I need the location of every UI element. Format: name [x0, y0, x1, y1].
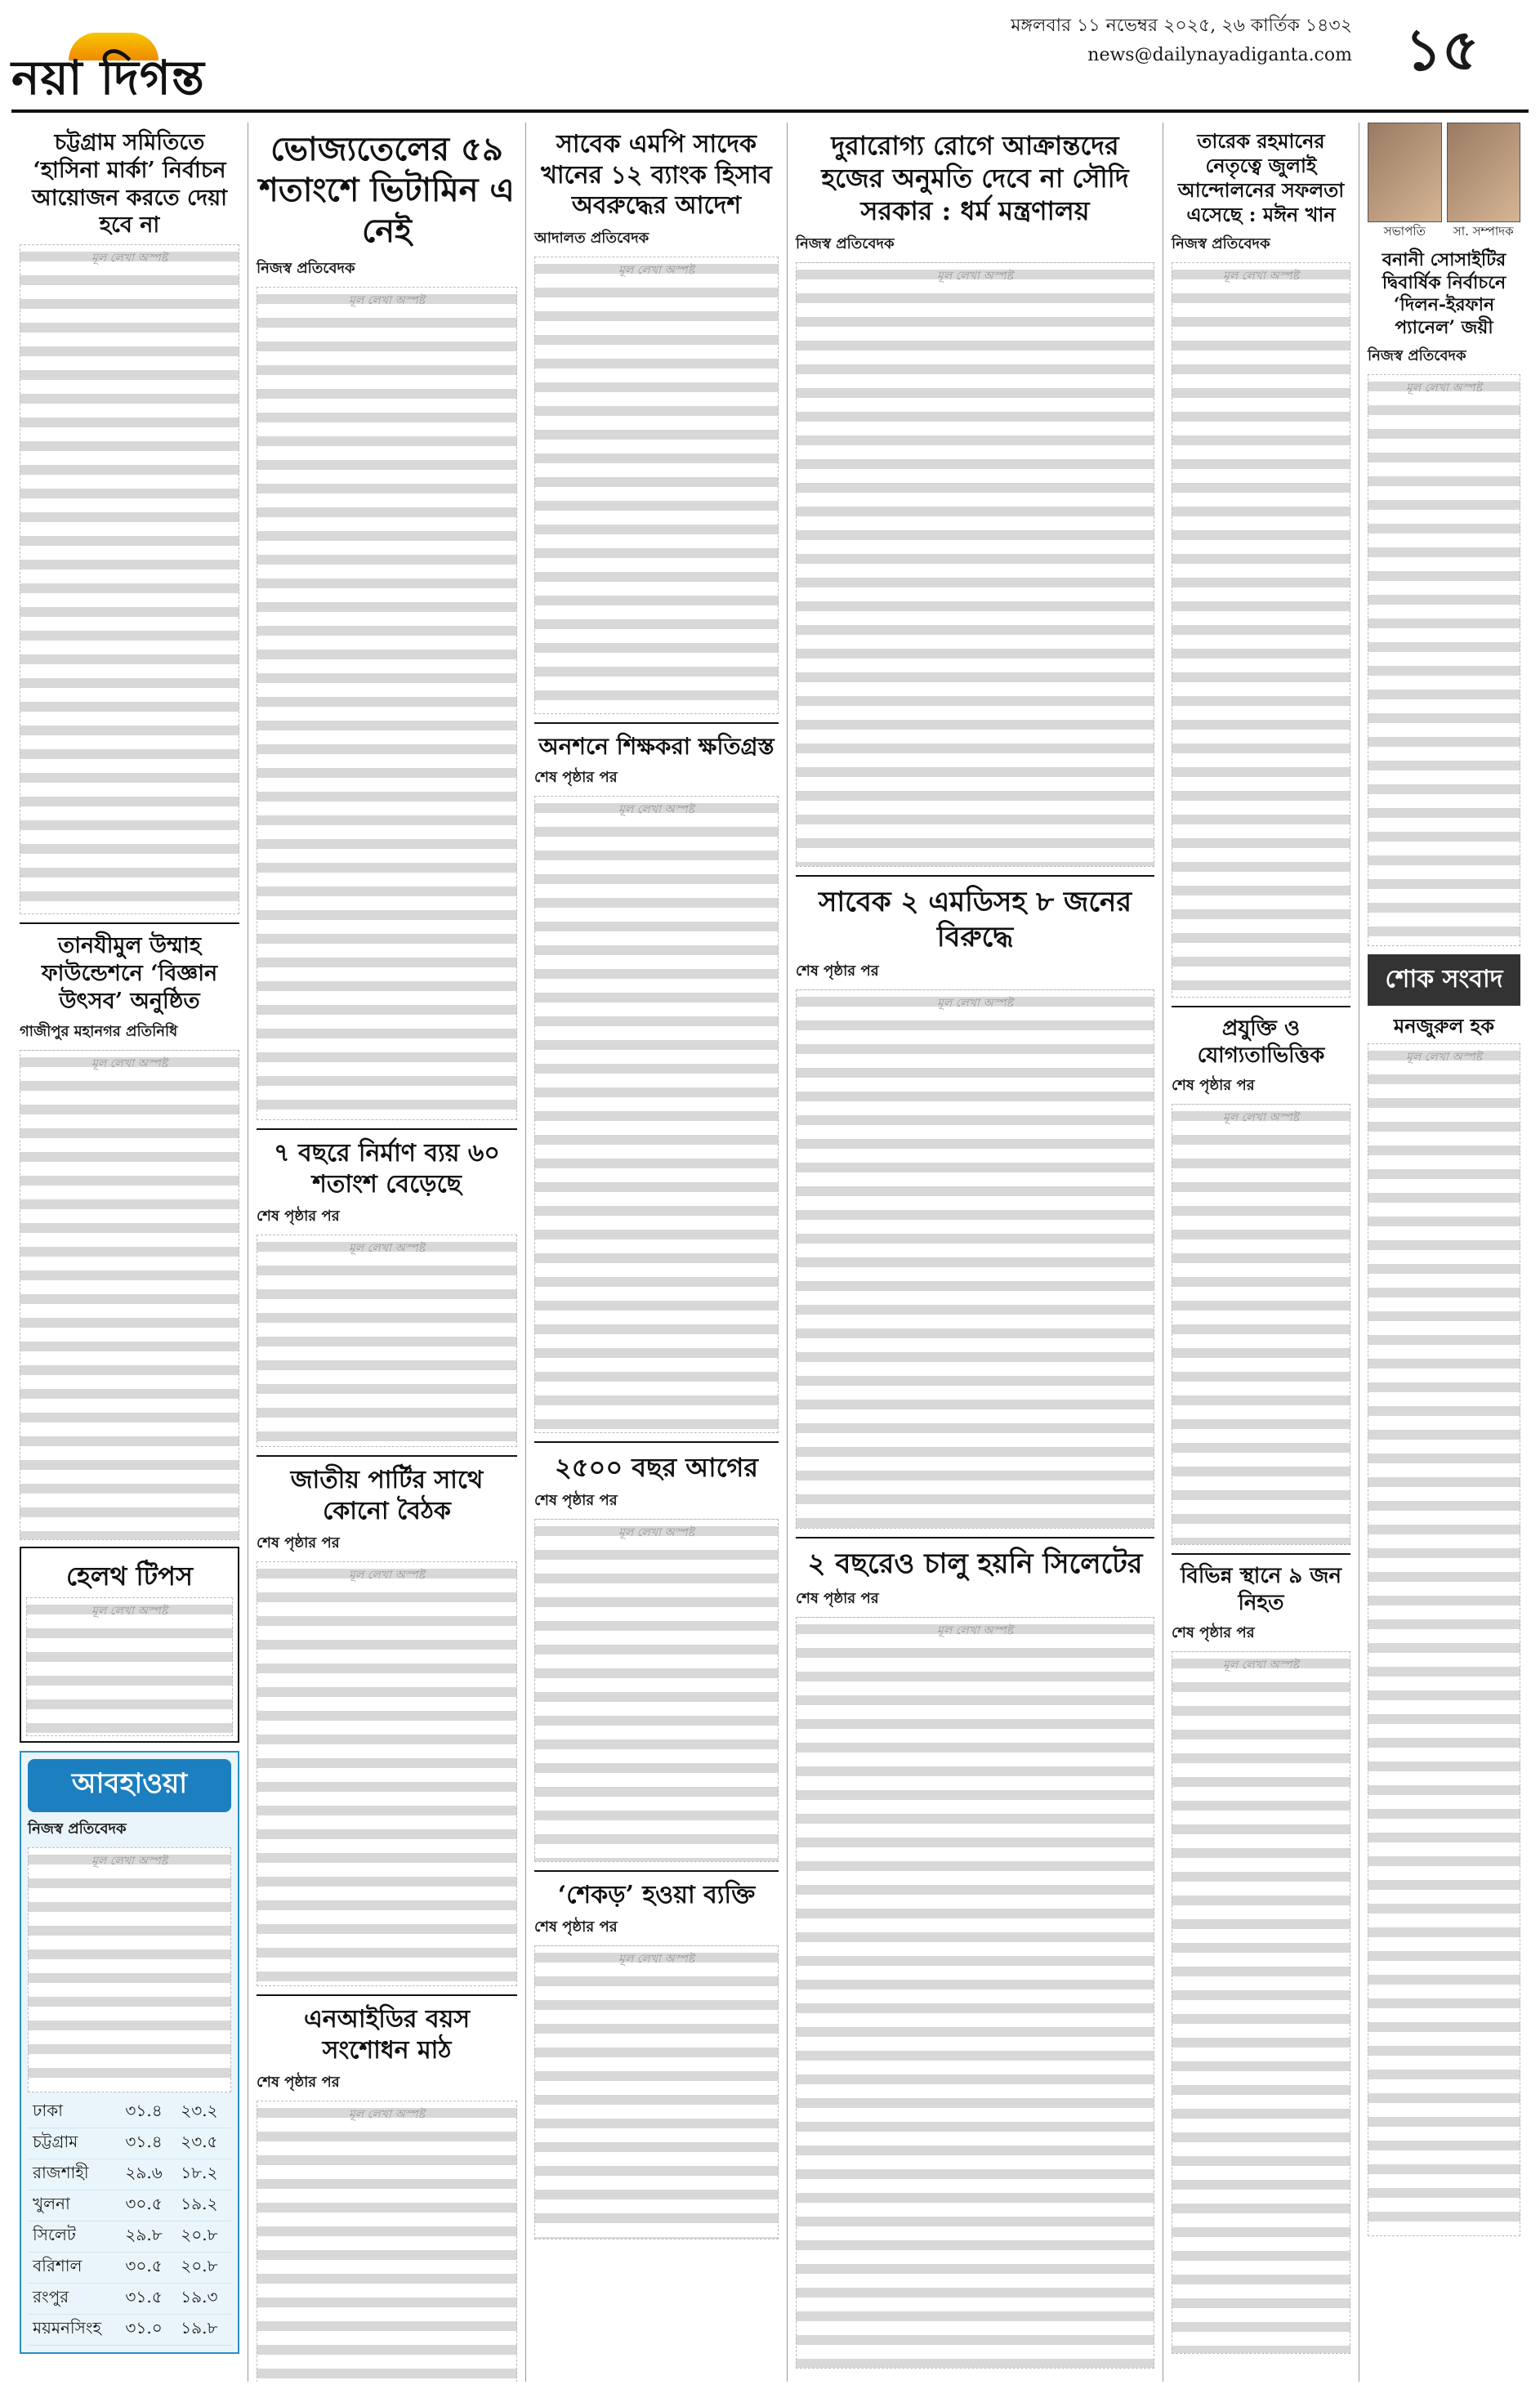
headline-science-fest: তানযীমুল উম্মাহ ফাউন্ডেশনে ‘বিজ্ঞান উৎসব’ অনুষ্ঠিত — [41, 933, 218, 1014]
temperature-min: ১৯.২ — [176, 2190, 231, 2222]
body-text-placeholder: মূল লেখা অস্পষ্ট — [26, 1597, 233, 1736]
column-4 — [788, 123, 1163, 2382]
temperature-max: ৩১.৪ — [120, 2128, 176, 2159]
byline: নিজস্ব প্রতিবেদক — [1172, 235, 1270, 252]
masthead-logo — [11, 31, 281, 105]
date-line: মঙ্গলবার ১১ নভেম্বর ২০২৫, ২৬ কার্তিক ১৪৩২ — [1011, 16, 1352, 36]
byline: আদালত প্রতিবেদক — [534, 229, 649, 247]
body-text-placeholder: মূল লেখা অস্পষ্ট — [20, 244, 239, 914]
headline-vitamin-a: ভোজ্যতেলের ৫৯ শতাংশে ভিটামিন এ নেই — [259, 130, 515, 250]
photo-secretary — [1447, 123, 1521, 243]
body-text-placeholder: মূল লেখা অস্পষ্ট — [534, 1945, 779, 2239]
body-text-placeholder: মূল লেখা অস্পষ্ট — [28, 1847, 231, 2092]
divider — [1172, 1553, 1350, 1555]
temperature-min: ১৯.৮ — [176, 2315, 231, 2346]
temperature-max: ২৯.৮ — [120, 2222, 176, 2253]
headline-technology: প্রযুক্তি ও যোগ্যতাভিত্তিক — [1197, 1016, 1325, 1068]
temperature-max: ৩১.৫ — [120, 2284, 176, 2315]
temperature-city: ময়মনসিংহ — [28, 2315, 120, 2346]
temperature-row — [28, 2159, 231, 2190]
headline-construction-cost: ৭ বছরে নির্মাণ ব্যয় ৬০ শতাংশ বেড়েছে — [274, 1139, 500, 1199]
body-text-placeholder: মূল লেখা অস্পষ্ট — [257, 2101, 517, 2382]
temperature-min: ২৩.২ — [176, 2097, 231, 2128]
temperature-max: ৩০.৫ — [120, 2253, 176, 2284]
temperature-row — [28, 2128, 231, 2159]
byline: নিজস্ব প্রতিবেদক — [257, 260, 355, 277]
temperature-min: ২০.৮ — [176, 2222, 231, 2253]
divider — [534, 1441, 779, 1443]
weather-box — [20, 1751, 239, 2354]
temperature-row — [28, 2253, 231, 2284]
obituary-bar: শোক সংবাদ — [1368, 954, 1520, 1006]
headline-hajj: দুরারোগ্য রোগে আক্রান্তদের হজের অনুমতি দেবে না সৌদি সরকার : ধর্ম মন্ত্রণালয় — [821, 130, 1129, 226]
lead-label: শেষ পৃষ্ঠার পর — [1172, 1077, 1255, 1094]
portrait-image — [1368, 123, 1442, 222]
photo-caption: সভাপতি — [1383, 224, 1426, 239]
column-1 — [11, 123, 248, 2382]
temperature-city: রংপুর — [28, 2284, 120, 2315]
health-tips-box — [20, 1547, 239, 1743]
body-text-placeholder: মূল লেখা অস্পষ্ট — [257, 1235, 517, 1447]
body-text-placeholder: মূল লেখা অস্পষ্ট — [1368, 1043, 1520, 2236]
headline-jatiya-party: জাতীয় পার্টির সাথে কোনো বৈঠক — [290, 1466, 484, 1525]
headline-shekor-person: ‘শেকড়’ হওয়া ব্যক্তি — [557, 1880, 756, 1909]
body-text-placeholder: মূল লেখা অস্পষ্ট — [257, 1561, 517, 1986]
lead-label: শেষ পৃষ্ঠার পর — [257, 2074, 340, 2091]
headline-teachers-fasting: অনশনে শিক্ষকরা ক্ষতিগ্রস্ত — [538, 732, 774, 760]
body-text-placeholder: মূল লেখা অস্পষ্ট — [534, 1519, 779, 1862]
headline-nine-killed: বিভিন্ন স্থানে ৯ জন নিহত — [1180, 1564, 1342, 1615]
body-text-placeholder: মূল লেখা অস্পষ্ট — [796, 1617, 1154, 2369]
temperature-max: ২৯.৬ — [120, 2159, 176, 2190]
headline-nid-age: এনআইডির বয়স সংশোধন মাঠ — [303, 2005, 471, 2065]
temperature-max: ৩০.৫ — [120, 2190, 176, 2222]
temperature-row — [28, 2315, 231, 2346]
divider — [1172, 1006, 1350, 1007]
temperature-row — [28, 2222, 231, 2253]
divider — [796, 1537, 1154, 1538]
body-text-placeholder: মূল লেখা অস্পষ্ট — [1172, 262, 1350, 998]
temperature-min: ২৩.৫ — [176, 2128, 231, 2159]
body-text-placeholder: মূল লেখা অস্পষ্ট — [1172, 1104, 1350, 1545]
headline-sylhet: ২ বছরেও চালু হয়নি সিলেটের — [807, 1547, 1143, 1580]
temperature-city: সিলেট — [28, 2222, 120, 2253]
photo-row — [1368, 123, 1520, 243]
column-2 — [248, 123, 526, 2382]
weather-title: আবহাওয়া — [28, 1759, 231, 1812]
lead-label: শেষ পৃষ্ঠার পর — [796, 1589, 879, 1607]
body-text-placeholder: মূল লেখা অস্পষ্ট — [796, 989, 1154, 1529]
divider — [534, 722, 779, 724]
temperature-max: ৩১.০ — [120, 2315, 176, 2346]
temperature-max: ৩১.৪ — [120, 2097, 176, 2128]
column-3 — [526, 123, 788, 2382]
divider — [257, 1994, 517, 1996]
byline: গাজীপুর মহানগর প্রতিনিধি — [20, 1023, 178, 1041]
divider — [20, 922, 239, 924]
body-text-placeholder: মূল লেখা অস্পষ্ট — [20, 1050, 239, 1540]
date-line-block — [1011, 11, 1352, 70]
email-line: news@dailynayadiganta.com — [1087, 45, 1352, 65]
headline-samiti: চট্টগ্রাম সমিতিতে ‘হাসিনা মার্কা’ নির্বাচন আয়োজন করতে দেয়া হবে না — [32, 130, 227, 239]
divider — [796, 875, 1154, 877]
photo-caption: সা. সম্পাদক — [1453, 224, 1514, 239]
byline: নিজস্ব প্রতিবেদক — [796, 235, 895, 252]
headline-two-md: সাবেক ২ এমডিসহ ৮ জনের বিরুদ্ধে — [818, 886, 1132, 953]
page-number: ১৫ — [1404, 16, 1480, 83]
temperature-min: ১৮.২ — [176, 2159, 231, 2190]
headline-2500-years: ২৫০০ বছর আগের — [554, 1451, 759, 1483]
temperature-table — [28, 2097, 231, 2346]
temperature-city: খুলনা — [28, 2190, 120, 2222]
lead-label: শেষ পৃষ্ঠার পর — [796, 962, 879, 980]
divider — [534, 1870, 779, 1872]
body-text-placeholder: মূল লেখা অস্পষ্ট — [257, 287, 517, 1120]
temperature-row — [28, 2190, 231, 2222]
masthead-divider — [11, 109, 1529, 113]
weather-byline: নিজস্ব প্রতিবেদক — [28, 1820, 127, 1838]
lead-label: শেষ পৃষ্ঠার পর — [1172, 1624, 1255, 1641]
column-5 — [1163, 123, 1359, 2382]
divider — [257, 1455, 517, 1457]
lead-label: শেষ পৃষ্ঠার পর — [534, 1918, 618, 1936]
temperature-min: ১৯.৩ — [176, 2284, 231, 2315]
temperature-city: চট্টগ্রাম — [28, 2128, 120, 2159]
lead-label: শেষ পৃষ্ঠার পর — [534, 768, 618, 786]
headline-banani-society: বনানী সোসাইটির দ্বিবার্ষিক নির্বাচনে ‘দিলন-ইরফান প্যানেল’ জয়ী — [1382, 249, 1507, 338]
temperature-row — [28, 2097, 231, 2128]
lead-label: শেষ পৃষ্ঠার পর — [257, 1208, 340, 1225]
body-text-placeholder: মূল লেখা অস্পষ্ট — [796, 262, 1154, 867]
lead-label: শেষ পৃষ্ঠার পর — [534, 1491, 618, 1509]
body-text-placeholder: মূল লেখা অস্পষ্ট — [1368, 374, 1520, 946]
temperature-city: বরিশাল — [28, 2253, 120, 2284]
logo-text: নয়া দিগন্ত — [11, 50, 205, 105]
temperature-city: রাজশাহী — [28, 2159, 120, 2190]
headline-health-tips: হেলথ টিপস — [66, 1561, 193, 1592]
body-text-placeholder: মূল লেখা অস্পষ্ট — [534, 257, 779, 714]
temperature-city: ঢাকা — [28, 2097, 120, 2128]
portrait-image — [1447, 123, 1521, 222]
headline-obituary: মনজুরুল হক — [1393, 1014, 1495, 1038]
column-6 — [1359, 123, 1529, 2382]
headline-tarique: তারেক রহমানের নেতৃত্বে জুলাই আন্দোলনের সফলতা এসেছে : মঈন খান — [1177, 129, 1345, 226]
body-text-placeholder: মূল লেখা অস্পষ্ট — [534, 796, 779, 1433]
body-text-placeholder: মূল লেখা অস্পষ্ট — [1172, 1651, 1350, 2354]
headline-sadek-khan: সাবেক এমপি সাদেক খানের ১২ ব্যাংক হিসাব অবরুদ্ধের আদেশ — [541, 130, 772, 220]
temperature-row — [28, 2284, 231, 2315]
byline: নিজস্ব প্রতিবেদক — [1368, 347, 1466, 364]
divider — [257, 1128, 517, 1130]
lead-label: শেষ পৃষ্ঠার পর — [257, 1534, 340, 1552]
temperature-min: ২০.৮ — [176, 2253, 231, 2284]
photo-president — [1368, 123, 1442, 243]
